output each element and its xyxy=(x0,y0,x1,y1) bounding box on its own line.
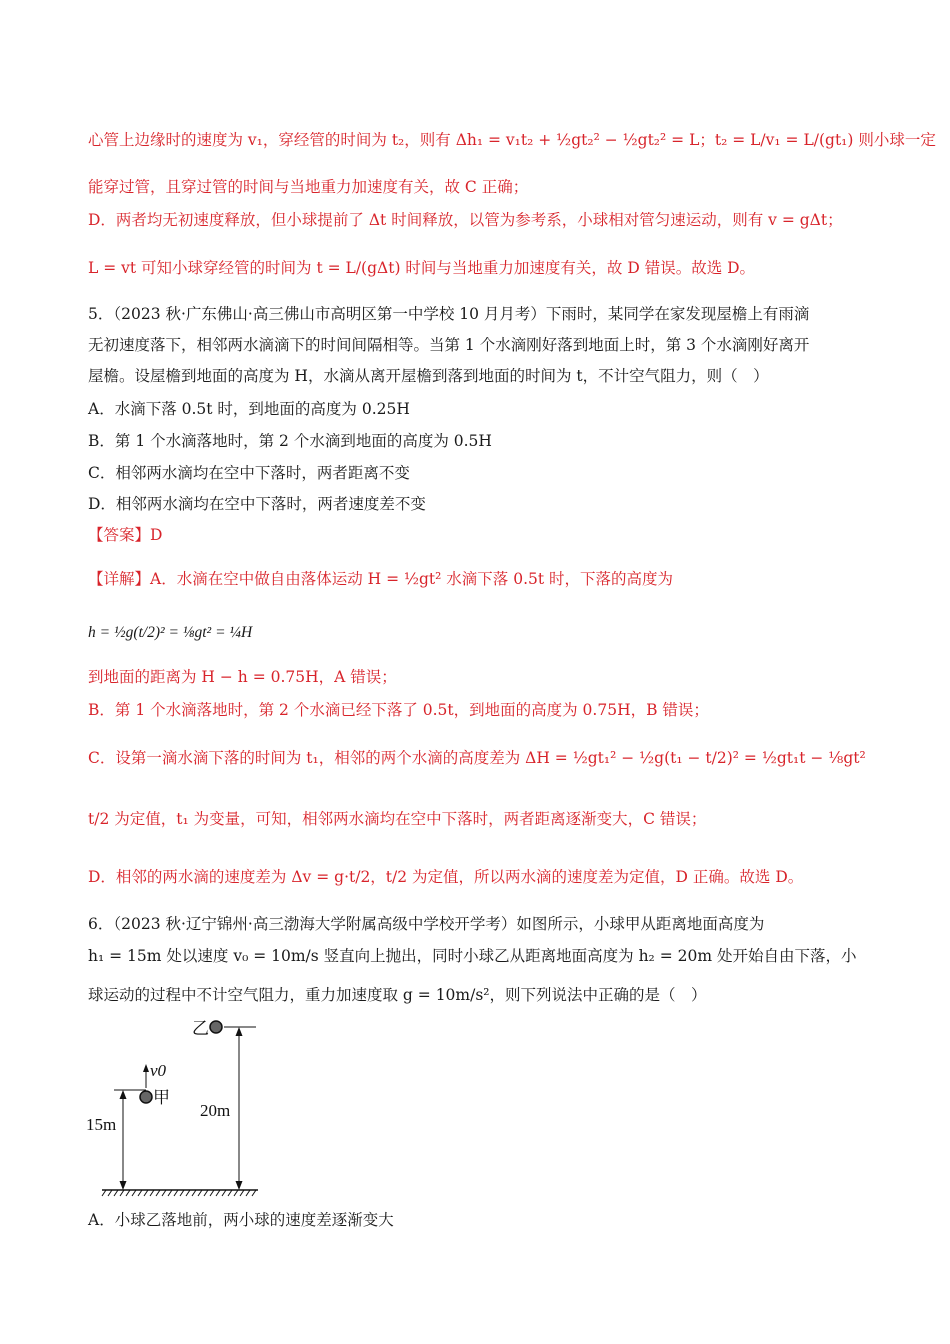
h1-arrow-down xyxy=(120,1181,127,1190)
text-line: 能穿过管，且穿过管的时间与当地重力加速度有关，故 C 正确； xyxy=(88,178,529,196)
explanation-line: t/2 为定值，t₁ 为变量，可知，相邻两水滴均在空中下落时，两者距离逐渐变大，C 错误； xyxy=(88,810,707,828)
h1-label: 15m xyxy=(86,1115,117,1134)
ball-jia-label: 甲 xyxy=(153,1088,170,1107)
question-5-stem: 无初速度落下，相邻两水滴滴下的时间间隔相等。当第 1 个水滴刚好落到地面上时，第 3 个水滴刚好离开 xyxy=(88,336,810,354)
option-c: C．相邻两水滴均在空中下落时，两者距离不变 xyxy=(88,464,410,482)
ball-jia xyxy=(140,1091,152,1103)
velocity-arrowhead xyxy=(143,1064,149,1072)
question-5-stem: 5．（2023 秋·广东佛山·高三佛山市高明区第一中学校 10 月月考）下雨时，某同学在家发现屋檐上有雨滴 xyxy=(88,305,810,323)
ball-yi-label: 乙 xyxy=(192,1019,209,1038)
explanation-line: D．相邻的两水滴的速度差为 Δv = g·t/2，t/2 为定值，所以两水滴的速度差为定值，D 正确。故选 D。 xyxy=(88,868,804,886)
question-6-stem: 球运动的过程中不计空气阻力，重力加速度取 g = 10m/s²，则下列说法中正确的是（ ） xyxy=(88,986,707,1004)
option-d: D．相邻两水滴均在空中下落时，两者速度差不变 xyxy=(88,495,426,513)
question-5-stem: 屋檐。设屋檐到地面的高度为 H，水滴从离开屋檐到落到地面的时间为 t，不计空气阻力，则（ ） xyxy=(88,367,769,385)
option-b: B．第 1 个水滴落地时，第 2 个水滴到地面的高度为 0.5H xyxy=(88,432,492,450)
question-6-stem: h₁ = 15m 处以速度 v₀ = 10m/s 竖直向上抛出，同时小球乙从距离地面高度为 h₂ = 20m 处开始自由下落，小 xyxy=(88,947,857,965)
explanation-line: B．第 1 个水滴落地时，第 2 个水滴已经下落了 0.5t，到地面的高度为 0.75H，B 错误； xyxy=(88,701,709,719)
h1-arrow-up xyxy=(120,1090,127,1099)
explanation-line: 到地面的距离为 H − h = 0.75H，A 错误； xyxy=(88,668,397,686)
option-a: A．水滴下落 0.5t 时，到地面的高度为 0.25H xyxy=(88,400,410,418)
question-6-stem: 6．（2023 秋·辽宁锦州·高三渤海大学附属高级中学校开学考）如图所示，小球甲从距离地面高度为 xyxy=(88,915,765,933)
ball-yi xyxy=(210,1021,222,1033)
equation-line: h = ½g(t/2)² = ⅛gt² = ¼H xyxy=(88,624,253,641)
h2-arrow-up xyxy=(236,1027,243,1036)
falling-balls-diagram xyxy=(80,1010,280,1200)
question-6-option-a: A．小球乙落地前，两小球的速度差逐渐变大 xyxy=(88,1211,394,1229)
explanation-line: 【详解】A．水滴在空中做自由落体运动 H = ½gt² 水滴下落 0.5t 时，下落的高度为 xyxy=(88,570,674,588)
ground-hatch xyxy=(102,1190,256,1196)
explanation-line: C．设第一滴水滴下落的时间为 t₁，相邻的两个水滴的高度差为 ΔH = ½gt₁² − ½g(t₁ − t/2)² = ½gt₁t − ⅛gt² xyxy=(88,749,866,767)
h2-label: 20m xyxy=(200,1101,231,1120)
text-line: 心管上边缘时的速度为 v₁，穿经管的时间为 t₂，则有 Δh₁ = v₁t₂ + ½gt₂² − ½gt₂² = L；t₂ = L/v₁ = L/(gt₁) 则小球一定 xyxy=(88,131,936,149)
text-line: D．两者均无初速度释放，但小球提前了 Δt 时间释放，以管为参考系，小球相对管匀速运动，则有 v = gΔt； xyxy=(88,211,843,229)
v0-label: v0 xyxy=(150,1061,167,1080)
answer-label: 【答案】D xyxy=(88,526,163,544)
h2-arrow-down xyxy=(236,1181,243,1190)
text-line: L = vt 可知小球穿经管的时间为 t = L/(gΔt) 时间与当地重力加速度有关，故 D 错误。故选 D。 xyxy=(88,259,756,277)
